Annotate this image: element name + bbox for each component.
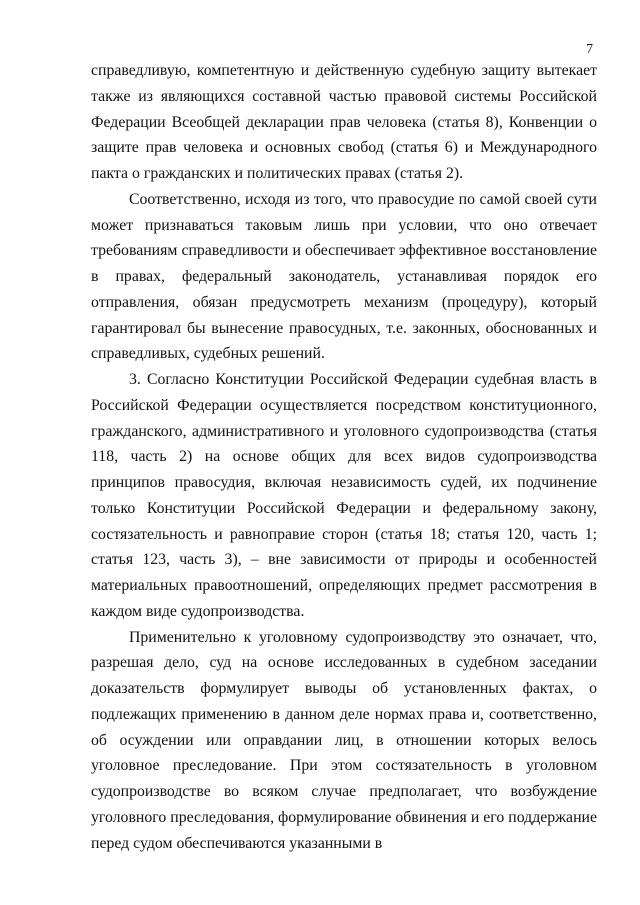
paragraph: Применительно к уголовному судопроизводству это означает, что, разрешая дело, суд на основе исследованных в судебном заседании доказательств формулирует выводы об установленных фактах, о подлежащих применению в данном деле нормах права и, соответственно, об осуждении или оправдании лиц, в отношении которых велось уголовное преследование. При этом состязательность в уголовном судопроизводстве во всяком случае предполагает, что возбуждение уголовного преследования, формулирование обвинения и его поддержание перед судом обеспечиваются указанными в	[91, 628, 597, 852]
paragraph: Соответственно, исходя из того, что правосудие по самой своей сути может признаваться таковым лишь при условии, что оно отвечает требованиям справедливости и обеспечивает эффективное восстановление в правах, федеральный законодатель, устанавливая порядок его отправления, обязан предусмотреть механизм (процедуру), который гарантировал бы вынесение правосудных, т.е. законных, обоснованных и справедливых, судебных решений.	[91, 190, 597, 363]
paragraph-section-3: 3. Согласно Конституции Российской Федерации судебная власть в Российской Федерации осуществляется посредством конституционного, гражданского, административного и уголовного судопроизводства (статья 118, часть 2) на основе общих для всех видов судопроизводства принципов правосудия, включая независимость судей, их подчинение только Конституции Российской Федерации и федеральному закону, состязательность и равноправие сторон (статья 18; статья 120, часть 1; статья 123, часть 3), – вне зависимости от природы и особенностей материальных правоотношений, определяющих предмет рассмотрения в каждом виде судопроизводства.	[91, 371, 597, 620]
page-number: 7	[586, 41, 593, 56]
document-body	[91, 58, 597, 856]
paragraph-continuation: справедливую, компетентную и действенную судебную защиту вытекает также из являющихся составной частью правовой системы Российской Федерации Всеобщей декларации прав человека (статья 8), Конвенции о защите прав человека и основных свобод (статья 6) и Международного пакта о гражданских и политических правах (статья 2).	[91, 62, 597, 182]
